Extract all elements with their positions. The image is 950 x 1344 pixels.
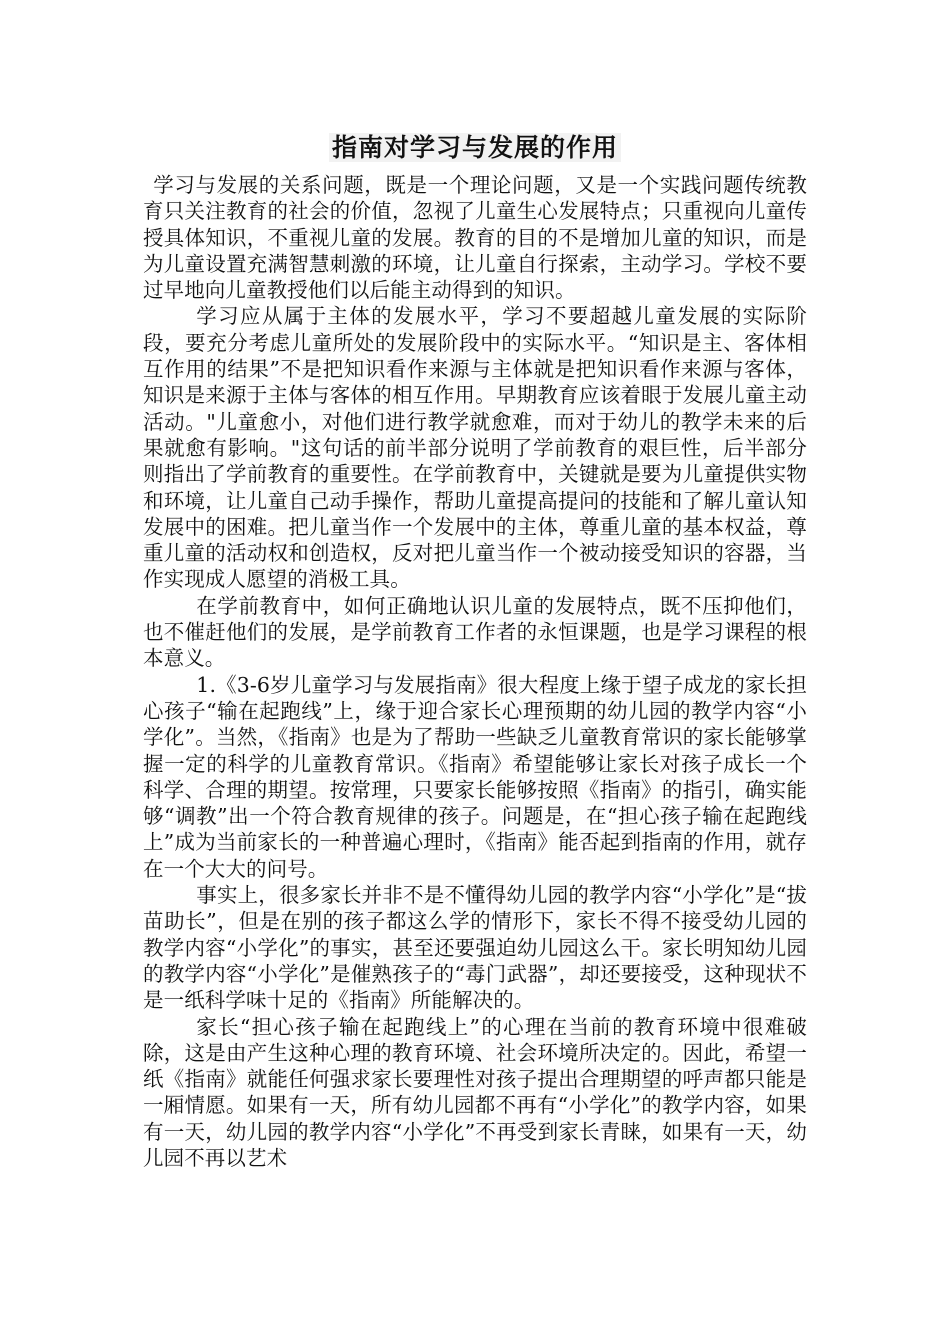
document-title <box>143 130 807 166</box>
paragraph-1: 学习与发展的关系问题，既是一个理论问题，又是一个实践问题传统教育只关注教育的社会的价值，忽视了儿童生心发展特点；只重视向儿童传授具体知识，不重视儿童的发展。教育的目的不是增加儿童的知识，而是为儿童设置充满智慧刺激的环境，让儿童自行探索，主动学习。学校不要过早地向儿童教授他们以后能主动得到的知识。 <box>143 173 807 303</box>
paragraph-3: 在学前教育中，如何正确地认识儿童的发展特点，既不压抑他们，也不催赶他们的发展，是学前教育工作者的永恒课题，也是学习课程的根本意义。 <box>143 593 807 671</box>
paragraph-4: 1.《3-6岁儿童学习与发展指南》很大程度上缘于望子成龙的家长担心孩子“输在起跑线”上，缘于迎合家长心理预期的幼儿园的教学内容“小学化”。当然，《指南》也是为了帮助一些缺乏儿童教育常识的家长能够掌握一定的科学的儿童教育常识。《指南》希望能够让家长对孩子成长一个科学、合理的期望。按常理，只要家长能够按照《指南》的指引，确实能够“调教”出一个符合教育规律的孩子。问题是，在“担心孩子输在起跑线上”成为当前家长的一种普遍心理时，《指南》能否起到指南的作用，就存在一个大大的问号。 <box>143 672 807 881</box>
paragraph-6: 家长“担心孩子输在起跑线上”的心理在当前的教育环境中很难破除，这是由产生这种心理的教育环境、社会环境所决定的。因此，希望一纸《指南》就能任何强求家长要理性对孩子提出合理期望的呼声都只能是一厢情愿。如果有一天，所有幼儿园都不再有“小学化”的教学内容，如果有一天，幼儿园的教学内容“小学化”不再受到家长青睐，如果有一天，幼儿园不再以艺术 <box>143 1014 807 1170</box>
paragraph-2: 学习应从属于主体的发展水平，学习不要超越儿童发展的实际阶段，要充分考虑儿童所处的发展阶段中的实际水平。“知识是主、客体相互作用的结果”不是把知识看作来源与主体就是把知识看作来源与客体，知识是来源于主体与客体的相互作用。早期教育应该着眼于发展儿童主动活动。"儿童愈小，对他们进行教学就愈难，而对于幼儿的教学未来的后果就愈有影响。"这句话的前半部分说明了学前教育的艰巨性，后半部分则指出了学前教育的重要性。在学前教育中，关键就是要为儿童提供实物和环境，让儿童自己动手操作，帮助儿童提高提问的技能和了解儿童认知发展中的困难。把儿童当作一个发展中的主体，尊重儿童的基本权益，尊重儿童的活动权和创造权，反对把儿童当作一个被动接受知识的容器，当作实现成人愿望的消极工具。 <box>143 304 807 592</box>
paragraph-5: 事实上，很多家长并非不是不懂得幼儿园的教学内容“小学化”是“拔苗助长”，但是在别的孩子都这么学的情形下，家长不得不接受幼儿园的教学内容“小学化”的事实，甚至还要强迫幼儿园这么干。家长明知幼儿园的教学内容“小学化”是催熟孩子的“毒门武器”，却还要接受，这种现状不是一纸科学味十足的《指南》所能解决的。 <box>143 883 807 1013</box>
document-page <box>143 130 807 1171</box>
title-text: 指南对学习与发展的作用 <box>329 133 621 162</box>
